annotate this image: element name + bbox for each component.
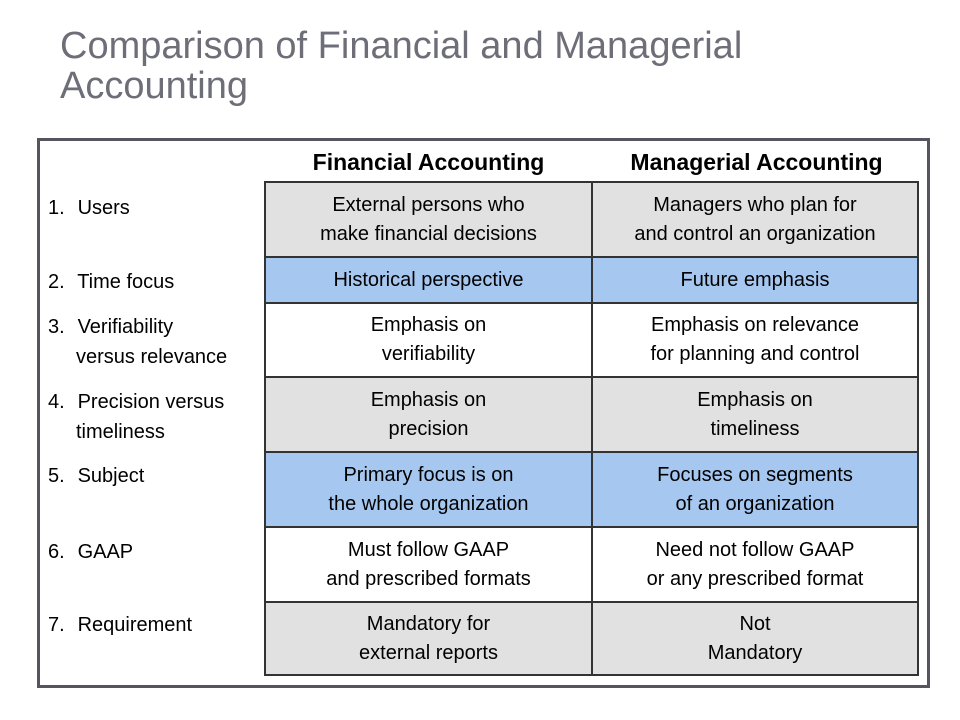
row-label-line1: Requirement <box>77 614 193 636</box>
row-label-verifiability <box>48 312 227 372</box>
column-header-managerial: Managerial Accounting <box>630 149 883 175</box>
managerial-cell-subject: Focuses on segments of an organization <box>591 451 919 528</box>
row-label-line1: Time focus <box>77 271 175 293</box>
managerial-cell-precision: Emphasis on timeliness <box>591 376 919 453</box>
row-number: 2. <box>48 271 65 293</box>
row-number: 6. <box>48 541 65 563</box>
row-label-line1: Users <box>77 197 130 219</box>
row-label-line1: Precision versus <box>77 391 225 413</box>
row-label-time-focus <box>48 267 174 297</box>
row-label-subject <box>48 461 144 491</box>
financial-cell-time-focus: Historical perspective <box>264 256 593 304</box>
row-label-requirement <box>48 610 192 640</box>
financial-cell-precision: Emphasis on precision <box>264 376 593 453</box>
row-number: 3. <box>48 316 65 338</box>
row-label-line1: Subject <box>77 465 145 487</box>
row-label-line1: Verifiability <box>77 316 174 338</box>
financial-cell-subject: Primary focus is on the whole organization <box>264 451 593 528</box>
row-number: 1. <box>48 197 65 219</box>
financial-cell-verifiability: Emphasis on verifiability <box>264 302 593 378</box>
managerial-cell-time-focus: Future emphasis <box>591 256 919 304</box>
managerial-cell-verifiability: Emphasis on relevance for planning and control <box>591 302 919 378</box>
column-header-financial: Financial Accounting <box>312 149 545 175</box>
page-title: Comparison of Financial and Managerial Accounting <box>60 25 743 107</box>
row-label-line2: versus relevance <box>76 346 228 368</box>
financial-cell-requirement: Mandatory for external reports <box>264 601 593 676</box>
row-label-line1: GAAP <box>77 541 134 563</box>
row-label-line2: timeliness <box>76 421 165 443</box>
row-label-gaap <box>48 537 133 567</box>
row-label-precision <box>48 387 224 447</box>
row-number: 7. <box>48 614 65 636</box>
row-label-users <box>48 193 130 223</box>
financial-cell-gaap: Must follow GAAP and prescribed formats <box>264 526 593 603</box>
row-number: 5. <box>48 465 65 487</box>
managerial-cell-users: Managers who plan for and control an organization <box>591 181 919 258</box>
financial-cell-users: External persons who make financial decisions <box>264 181 593 258</box>
managerial-cell-requirement: Not Mandatory <box>591 601 919 676</box>
managerial-cell-gaap: Need not follow GAAP or any prescribed format <box>591 526 919 603</box>
row-number: 4. <box>48 391 65 413</box>
